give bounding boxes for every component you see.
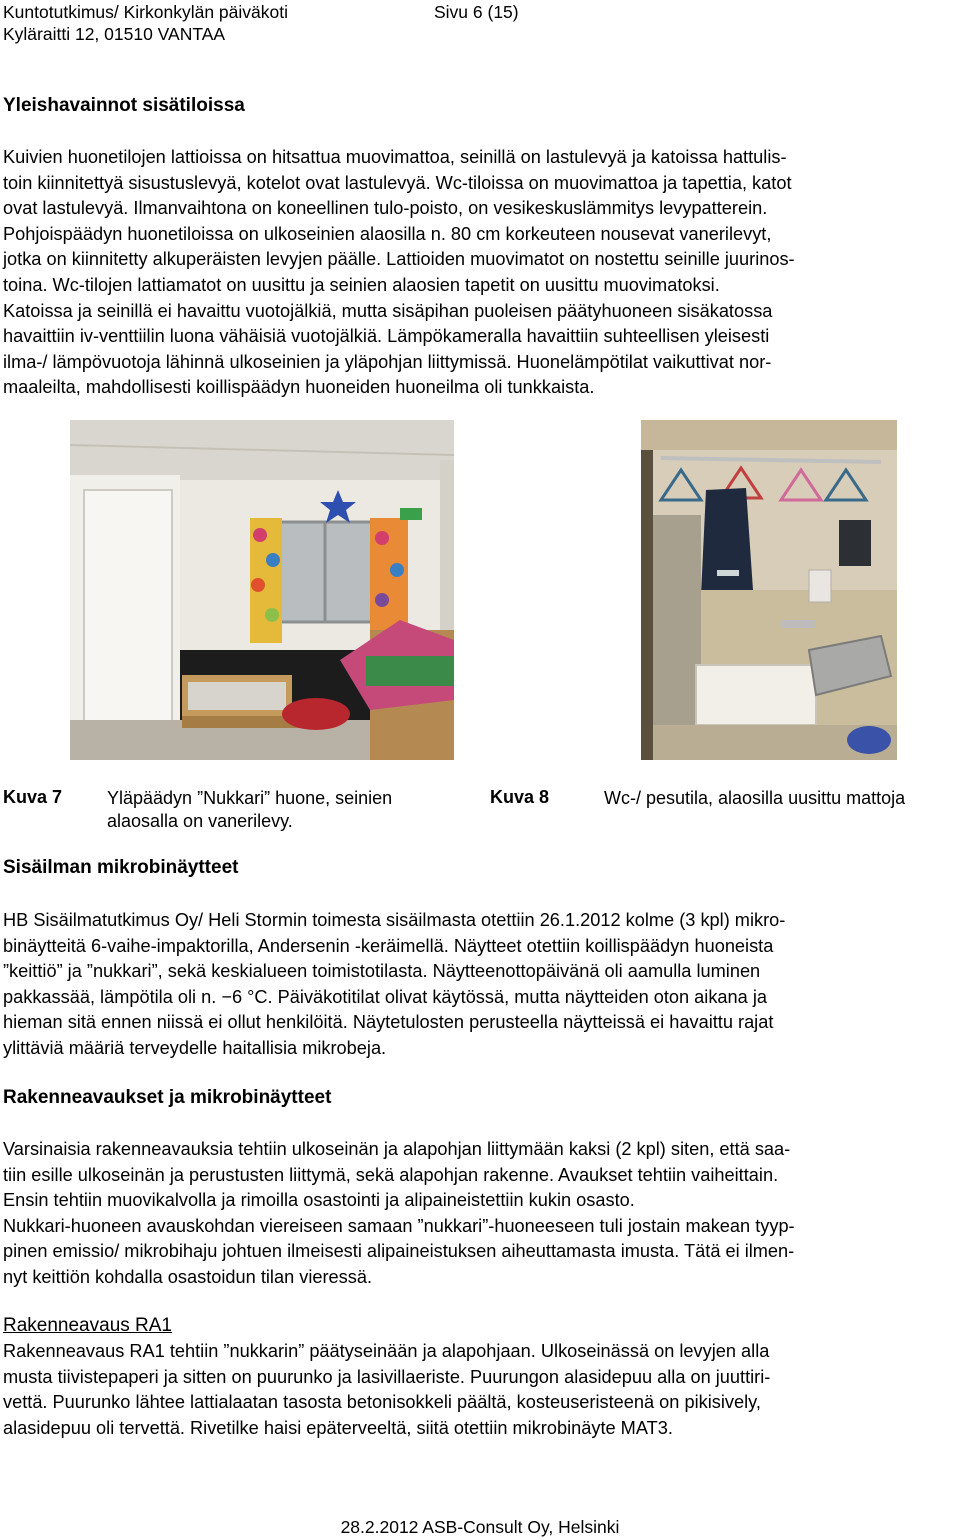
text-line: Ensin tehtiin muovikalvolla ja rimoilla osastointi ja alipaineistettiin kukin osasto. <box>3 1190 635 1211</box>
text-line: havaittiin iv-venttiilin luona vähäisiä vuotojälkiä. Lämpökameralla havaittiin suhteellisen yleisesti <box>3 326 770 347</box>
photo-wc-washroom <box>641 420 897 760</box>
text-line: ”keittiö” ja ”nukkari”, sekä keskialueen toimistotilasta. Näytteenottopäivänä oli aamulla luminen <box>3 961 761 982</box>
text-line: toina. Wc-tilojen lattiamatot on uusittu ja seinien alaosien tapetit on uusittu muovimatoksi. <box>3 274 720 295</box>
header-address: Kyläraitti 12, 01510 VANTAA <box>3 24 226 44</box>
heading-ra1: Rakenneavaus RA1 <box>3 1315 172 1336</box>
paragraph-general-observations <box>3 145 958 401</box>
text-line: jotka on kiinnitetty alkuperäisten levyjen päälle. Lattioiden muovimatot on nostettu seinille juurinos- <box>3 249 795 270</box>
text-line: HB Sisäilmatutkimus Oy/ Heli Stormin toimesta sisäilmasta otettiin 26.1.2012 kolme (3 kpl) mikro- <box>3 910 786 930</box>
figure-8-caption: Wc-/ pesutila, alaosilla uusittu mattoja <box>604 788 906 808</box>
text-line: nyt keittiön kohdalla osastoidun tilan vieressä. <box>3 1266 373 1287</box>
figure-7-label: Kuva 7 <box>3 787 63 807</box>
text-line: binäytteitä 6-vaihe-impaktorilla, Andersenin -keräimellä. Näytteet otettiin koillispäädyn huoneista <box>3 935 774 956</box>
text-line: Kuivien huonetilojen lattioissa on hitsattua muovimattoa, seinillä on lastulevyä ja katoissa hattulis- <box>3 147 787 167</box>
text-line: Katoissa ja seinillä ei havaittu vuotojälkiä, mutta sisäpihan puoleisen päätyhuoneen sisäkatossa <box>3 300 773 321</box>
header-org: Kuntotutkimus/ Kirkonkylän päiväkoti <box>3 2 288 22</box>
page-footer: 28.2.2012 ASB-Consult Oy, Helsinki <box>340 1517 620 1537</box>
text-line: musta tiivistepaperi ja sitten on puurunko ja lasivillaeriste. Puurungon alasidepuu alla on juuttiri- <box>3 1366 771 1387</box>
text-line: hieman sitä ennen niissä ei ollut henkilöitä. Näytetulosten perusteella näytteissä ei havaittu rajat <box>3 1012 774 1033</box>
text-line: alasidepuu oli tervettä. Rivetilke haisi epäterveeltä, siitä otettiin mikrobinäyte MAT3. <box>3 1417 673 1438</box>
photo-wc-washroom-illustration <box>641 420 897 760</box>
text-line: toin kiinnitettyä sisustuslevyä, kotelot ovat lastulevyä. Wc-tiloissa on muovimattoa ja tapettia, katot <box>3 172 792 193</box>
photo-nukkari-room-illustration <box>70 420 454 760</box>
figure-8-label: Kuva 8 <box>490 787 550 807</box>
text-line: Nukkari-huoneen avauskohdan viereiseen samaan ”nukkari”-huoneeseen tuli jostain makean tyyp- <box>3 1215 795 1236</box>
text-line: ylittäviä määriä terveydelle haitallisia mikrobeja. <box>3 1037 387 1058</box>
photo-nukkari-room <box>70 420 454 760</box>
header-page-number: Sivu 6 (15) <box>434 2 519 22</box>
text-line: Varsinaisia rakenneavauksia tehtiin ulkoseinän ja alapohjan liittymään kaksi (2 kpl) siten, että saa- <box>3 1139 791 1159</box>
text-line: ovat lastulevyä. Ilmanvaihtona on koneellinen tulo-poisto, on vesikeskuslämmitys levypatterein. <box>3 198 768 219</box>
heading-structural-openings: Rakenneavaukset ja mikrobinäytteet <box>3 1087 332 1108</box>
heading-general-observations: Yleishavainnot sisätiloissa <box>3 95 245 116</box>
text-line: pakkassää, lämpötila oli n. −6 °C. Päiväkotitilat olivat käytössä, mutta näytteiden oton aikana ja <box>3 986 767 1007</box>
text-line: Rakenneavaus RA1 tehtiin ”nukkarin” päätyseinään ja alapohjaan. Ulkoseinässä on levyjen alla <box>3 1341 770 1361</box>
figure-7-caption-line-1: Yläpäädyn ”Nukkari” huone, seinien <box>107 788 393 808</box>
figure-7-caption-line-2: alaosalla on vanerilevy. <box>107 811 293 831</box>
text-line: pinen emissio/ mikrobihaju johtuen ilmeisesti alipaineistuksen aiheuttamasta imusta. Tätä ei ilmen- <box>3 1241 795 1262</box>
text-line: Pohjoispäädyn huonetiloissa on ulkoseinien alaosilla n. 80 cm korkeuteen nousevat vanerilevyt, <box>3 223 772 244</box>
text-line: vettä. Puurunko lähtee lattialaatan tasosta betonisokkeli päältä, kosteuseristeenä on pikisively, <box>3 1392 761 1413</box>
paragraph-ra1 <box>3 1339 958 1441</box>
text-line: maaleilta, mahdollisesti koillispäädyn huoneiden huoneilma oli tunkkaista. <box>3 377 595 398</box>
paragraph-microbe-samples <box>3 908 958 1062</box>
text-line: tiin esille ulkoseinän ja perustusten liittymä, sekä alapohjan rakenne. Avaukset tehtiin vaiheittain. <box>3 1164 779 1185</box>
heading-microbe-samples: Sisäilman mikrobinäytteet <box>3 857 239 878</box>
paragraph-structural-openings <box>3 1137 958 1291</box>
text-line: ilma-/ lämpövuotoja lähinnä ulkoseinien ja yläpohjan liittymissä. Huonelämpötilat vaikuttivat nor- <box>3 351 772 372</box>
